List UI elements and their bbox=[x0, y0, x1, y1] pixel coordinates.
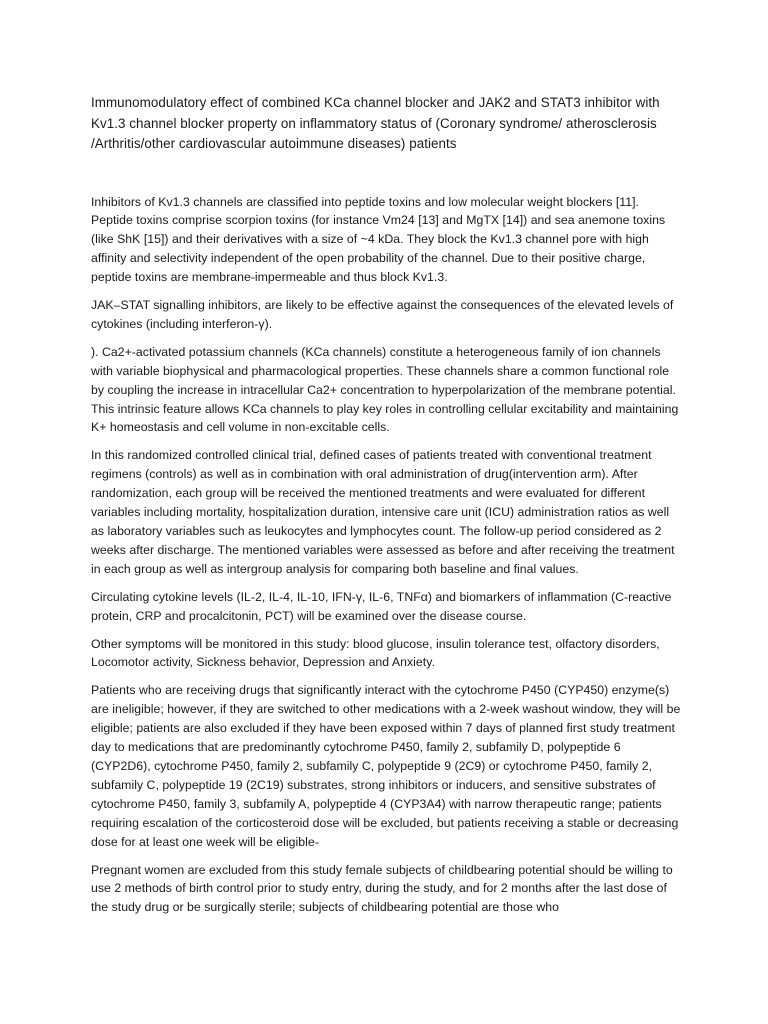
paragraph-jak-stat: JAK–STAT signalling inhibitors, are likely to be effective against the consequences of the elevated levels of cytokines (including interferon-γ). bbox=[91, 298, 674, 331]
paragraph-cyp450-exclusion: Patients who are receiving drugs that significantly interact with the cytochrome P450 (CYP450) enzyme(s) are ineligible; however, if they are switched to other medications with a 2-week washout window, they will be eligible; patients are also excluded if they have been exposed within 7 days of planned first study treatment day to medications that are predominantly cytochrome P450, family 2, subfamily D, polypeptide 6 (CYP2D6), cytochrome P450, family 2, subfamily C, polypeptide 9 (2C9) or cytochrome P450, family 2, subfamily C, polypeptide 19 (2C19) substrates, strong inhibitors or inducers, and sensitive substrates of cytochrome P450, family 3, subfamily A, polypeptide 4 (CYP3A4) with narrow therapeutic range; patients requiring escalation of the corticosteroid dose will be excluded, but patients receiving a stable or decreasing dose for at least one week will be eligible- bbox=[91, 683, 681, 849]
paragraph-pregnancy-exclusion: Pregnant women are excluded from this study female subjects of childbearing potential should be willing to use 2 methods of birth control prior to study entry, during the study, and for 2 months after the last dose of the study drug or be surgically sterile; subjects of childbearing potential are those who bbox=[91, 862, 673, 915]
paragraph-kv13-inhibitors: Inhibitors of Kv1.3 channels are classified into peptide toxins and low molecular weight blockers [11]. Peptide toxins comprise scorpion toxins (for instance Vm24 [13] and MgTX [14]) and sea anemone toxins (like ShK [15]) and their derivatives with a size of ~4 kDa. They block the Kv1.3 channel pore with high affinity and selectivity independent of the open probability of the channel. Due to their positive charge, peptide toxins are membrane-impermeable and thus block Kv1.3. bbox=[91, 194, 666, 285]
paragraph-trial-design: In this randomized controlled clinical trial, defined cases of patients treated with conventional treatment regimens (controls) as well as in combination with oral administration of drug(intervention arm). After randomization, each group will be received the mentioned treatments and were evaluated for different variables including mortality, hospitalization duration, intensive care unit (ICU) administration ratios as well as laboratory variables such as leukocytes and lymphocytes count. The follow-up period considered as 2 weeks after discharge. The mentioned variables were assessed as before and after receiving the treatment in each group as well as intergroup analysis for comparing both baseline and final values. bbox=[91, 448, 675, 576]
document-page bbox=[91, 93, 681, 926]
document-title: Immunomodulatory effect of combined KCa channel blocker and JAK2 and STAT3 inhibitor with Kv1.3 channel blocker property on inflammatory status of (Coronary syndrome/ atherosclerosis /Arthritis/other cardiovascular autoimmune diseases) patients bbox=[91, 95, 660, 151]
paragraph-cytokine-levels: Circulating cytokine levels (IL-2, IL-4, IL-10, IFN-γ, IL-6, TNFα) and biomarkers of inflammation (C-reactive protein, CRP and procalcitonin, PCT) will be examined over the disease course. bbox=[91, 589, 672, 623]
paragraph-other-symptoms: Other symptoms will be monitored in this study: blood glucose, insulin tolerance test, olfactory disorders, Locomotor activity, Sickness behavior, Depression and Anxiety. bbox=[91, 636, 660, 670]
paragraph-kca-channels: ). Ca2+-activated potassium channels (KCa channels) constitute a heterogeneous family of ion channels with variable biophysical and pharmacological properties. These channels share a common functional role by coupling the increase in intracellular Ca2+ concentration to hyperpolarization of the membrane potential. This intrinsic feature allows KCa channels to play key roles in controlling cellular excitability and maintaining K+ homeostasis and cell volume in non-excitable cells. bbox=[91, 344, 679, 435]
